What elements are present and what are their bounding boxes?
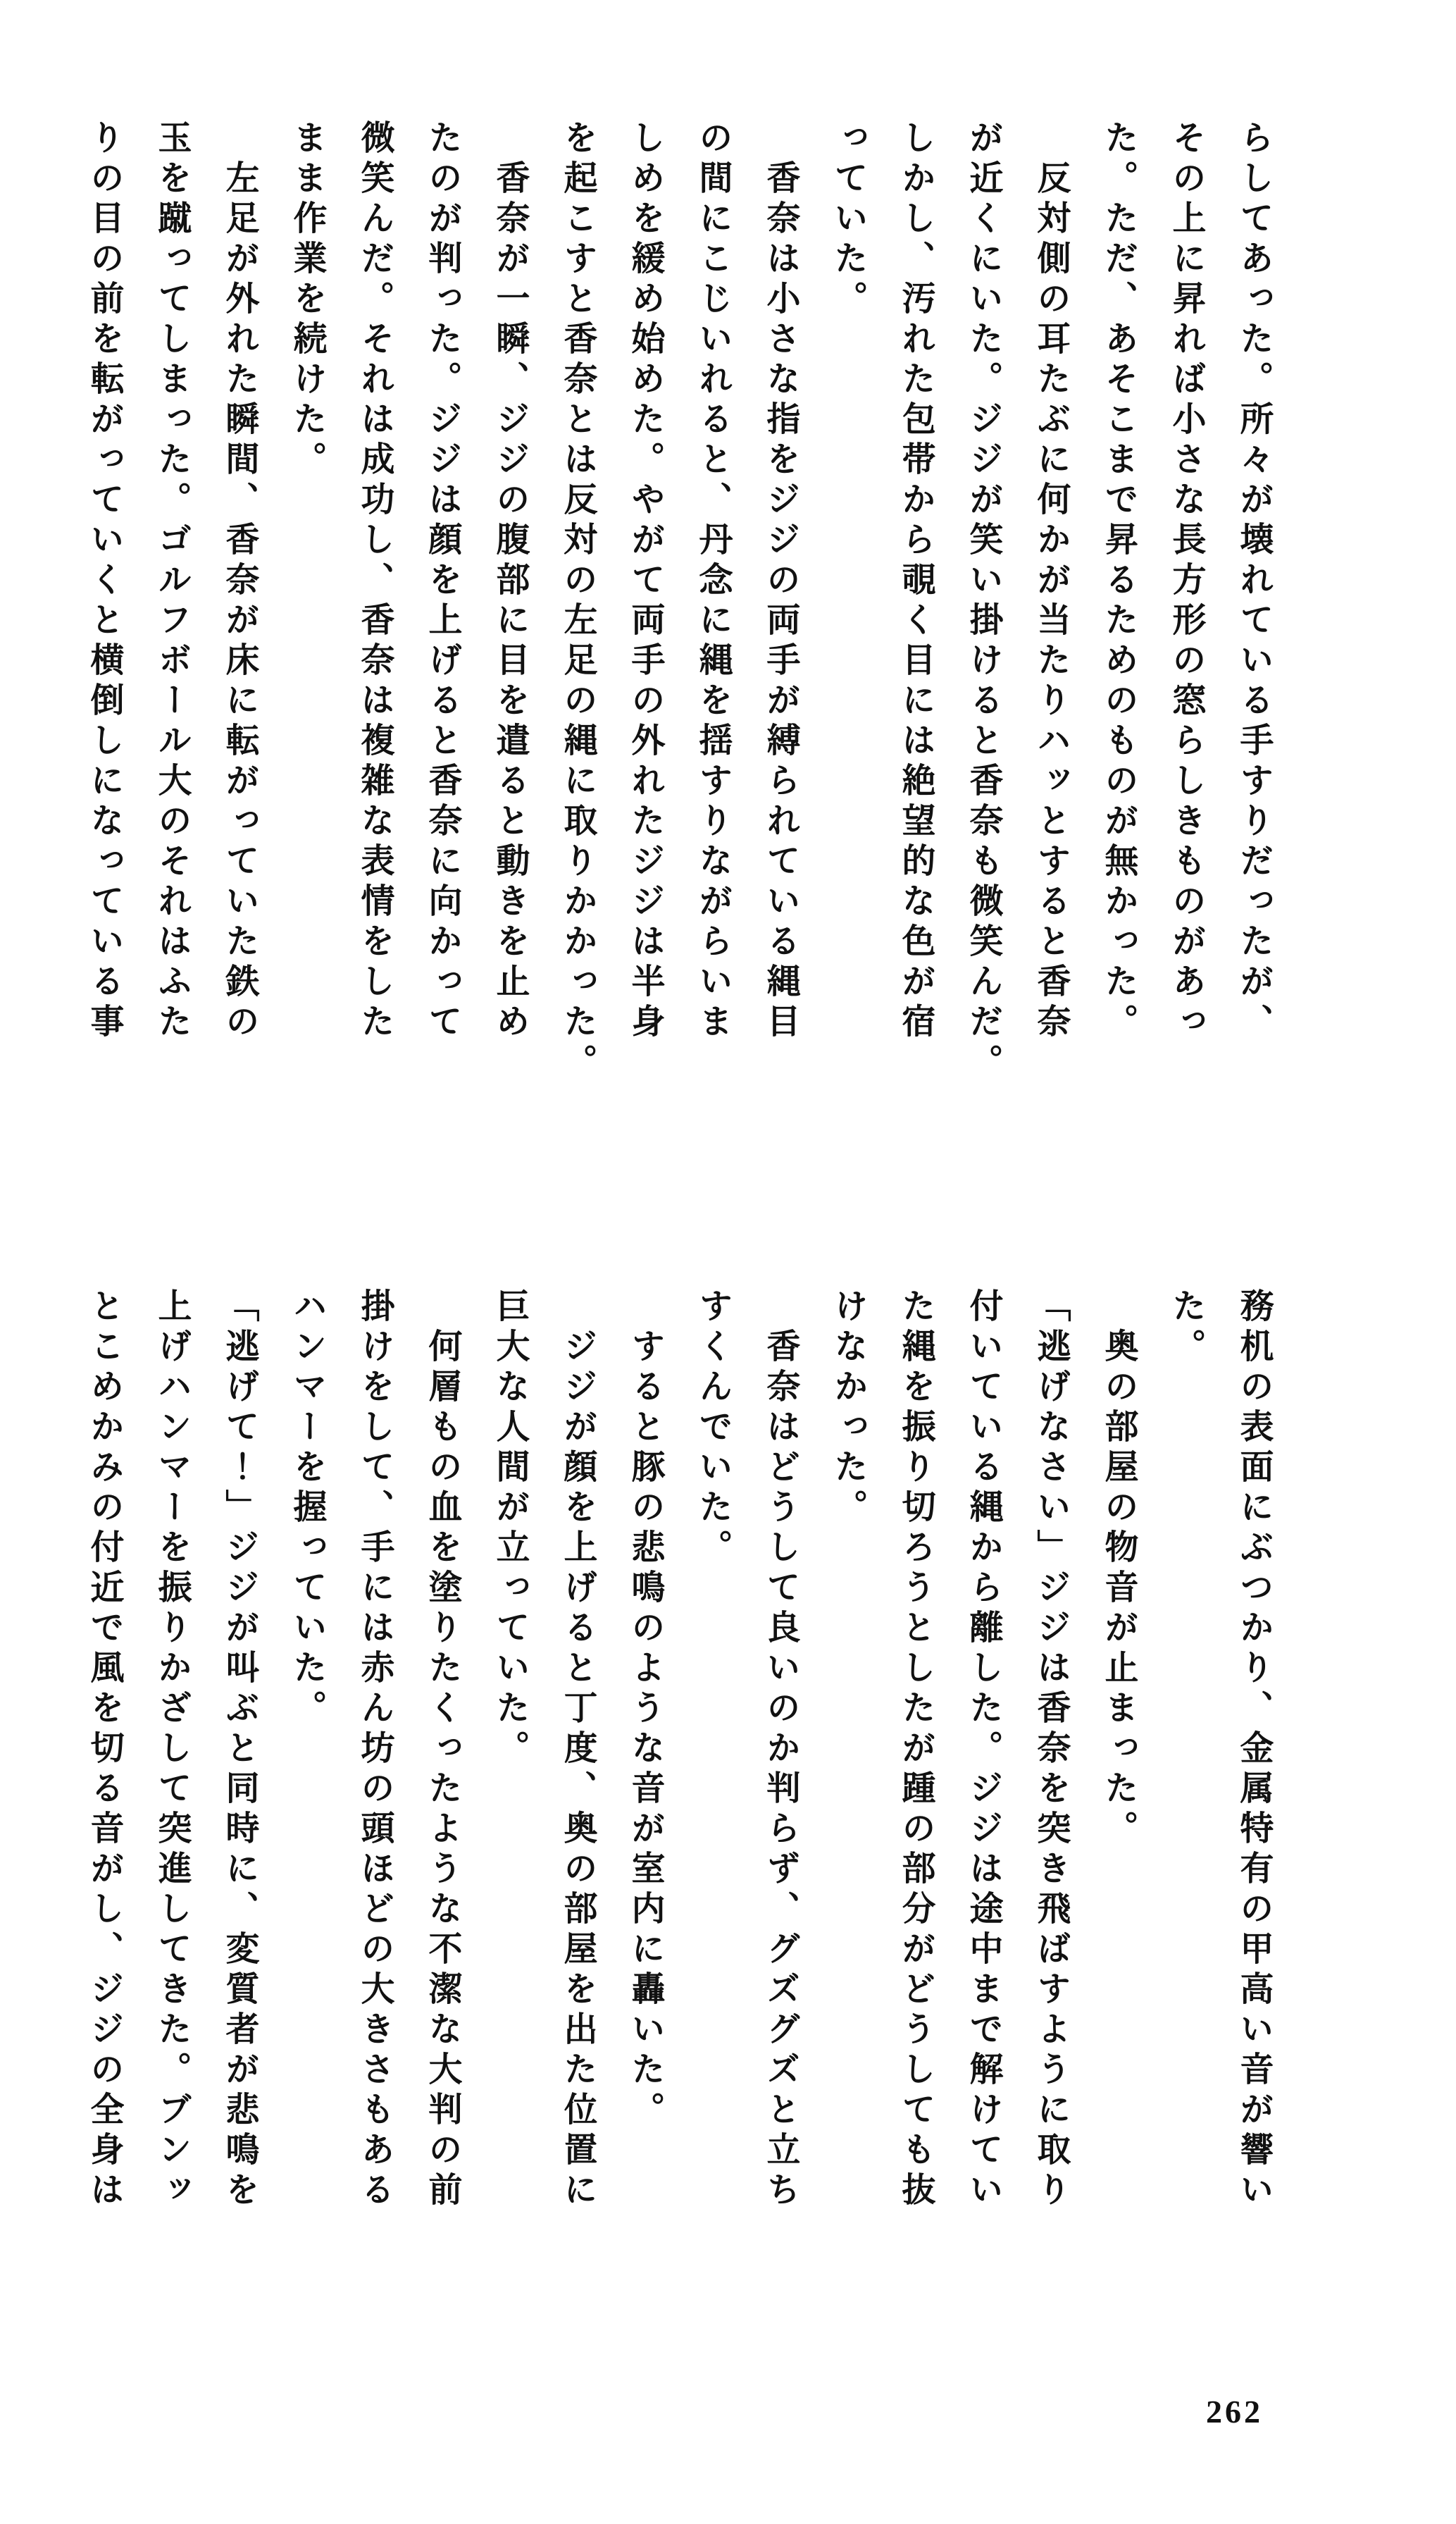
text-column: ジジが顔を上げると丁度、奥の部屋を出た位置に — [559, 1288, 596, 2212]
text-column: 「逃げなさい」ジジは香奈を突き飛ばすように取り — [1032, 1288, 1069, 2212]
text-column: 「逃げて！」ジジが叫ぶと同時に、変質者が悲鳴を — [220, 1288, 258, 2212]
text-column: 反対側の耳たぶに何かが当たりハッとすると香奈 — [1032, 120, 1069, 1044]
text-column: 微笑んだ。それは成功し、香奈は複雑な表情をした — [356, 120, 393, 1044]
text-column: まま作業を続けた。 — [288, 120, 325, 481]
text-column: とこめかみの付近で風を切る音がし、ジジの全身は — [85, 1288, 123, 2212]
text-column: の間にこじいれると、丹念に縄を揺すりながらいま — [694, 120, 731, 1044]
text-column: が近くにいた。ジジが笑い掛けると香奈も微笑んだ。 — [964, 120, 1002, 1084]
top-text-block — [70, 120, 1287, 1156]
text-column: 玉を蹴ってしまった。ゴルフボール大のそれはふた — [153, 120, 190, 1044]
text-column: しかし、汚れた包帯から覗く目には絶望的な色が宿 — [897, 120, 934, 1044]
text-column: 左足が外れた瞬間、香奈が床に転がっていた鉄の — [220, 120, 258, 1044]
text-column: らしてあった。所々が壊れている手すりだったが、 — [1235, 120, 1272, 1044]
text-column: を起こすと香奈とは反対の左足の縄に取りかかった。 — [559, 120, 596, 1084]
text-column: 香奈が一瞬、ジジの腹部に目を遣ると動きを止め — [491, 120, 528, 1044]
text-column: た。 — [1167, 1288, 1205, 1368]
bottom-text-block — [70, 1288, 1287, 2324]
text-column: 上げハンマーを振りかざして突進してきた。ブンッ — [153, 1288, 190, 2212]
text-column: けなかった。 — [829, 1288, 866, 1529]
text-column: 付いている縄から離した。ジジは途中まで解けてい — [964, 1288, 1002, 2212]
text-column: ハンマーを握っていた。 — [288, 1288, 325, 1730]
text-column: りの目の前を転がっていくと横倒しになっている事 — [85, 120, 123, 1044]
text-column: 務机の表面にぶつかり、金属特有の甲高い音が響い — [1235, 1288, 1272, 2212]
text-column: すると豚の悲鳴のような音が室内に轟いた。 — [626, 1288, 664, 2132]
text-column: しめを緩め始めた。やがて両手の外れたジジは半身 — [626, 120, 664, 1044]
page-number: 262 — [1206, 2394, 1263, 2430]
text-column: 香奈は小さな指をジジの両手が縛られている縄目 — [761, 120, 799, 1044]
text-column: 何層もの血を塗りたくったような不潔な大判の前 — [423, 1288, 461, 2212]
text-column: っていた。 — [829, 120, 866, 321]
text-column: た。ただ、あそこまで昇るためのものが無かった。 — [1100, 120, 1137, 1044]
text-column: 奥の部屋の物音が止まった。 — [1100, 1288, 1137, 1850]
text-column: た縄を振り切ろうとしたが踵の部分がどうしても抜 — [897, 1288, 934, 2212]
text-column: たのが判った。ジジは顔を上げると香奈に向かって — [423, 120, 461, 1044]
text-column: すくんでいた。 — [694, 1288, 731, 1569]
text-column: その上に昇れば小さな長方形の窓らしきものがあっ — [1167, 120, 1205, 1044]
text-column: 巨大な人間が立っていた。 — [491, 1288, 528, 1770]
text-column: 香奈はどうして良いのか判らず、グズグズと立ち — [761, 1288, 799, 2212]
text-column: 掛けをして、手には赤ん坊の頭ほどの大きさもある — [356, 1288, 393, 2212]
